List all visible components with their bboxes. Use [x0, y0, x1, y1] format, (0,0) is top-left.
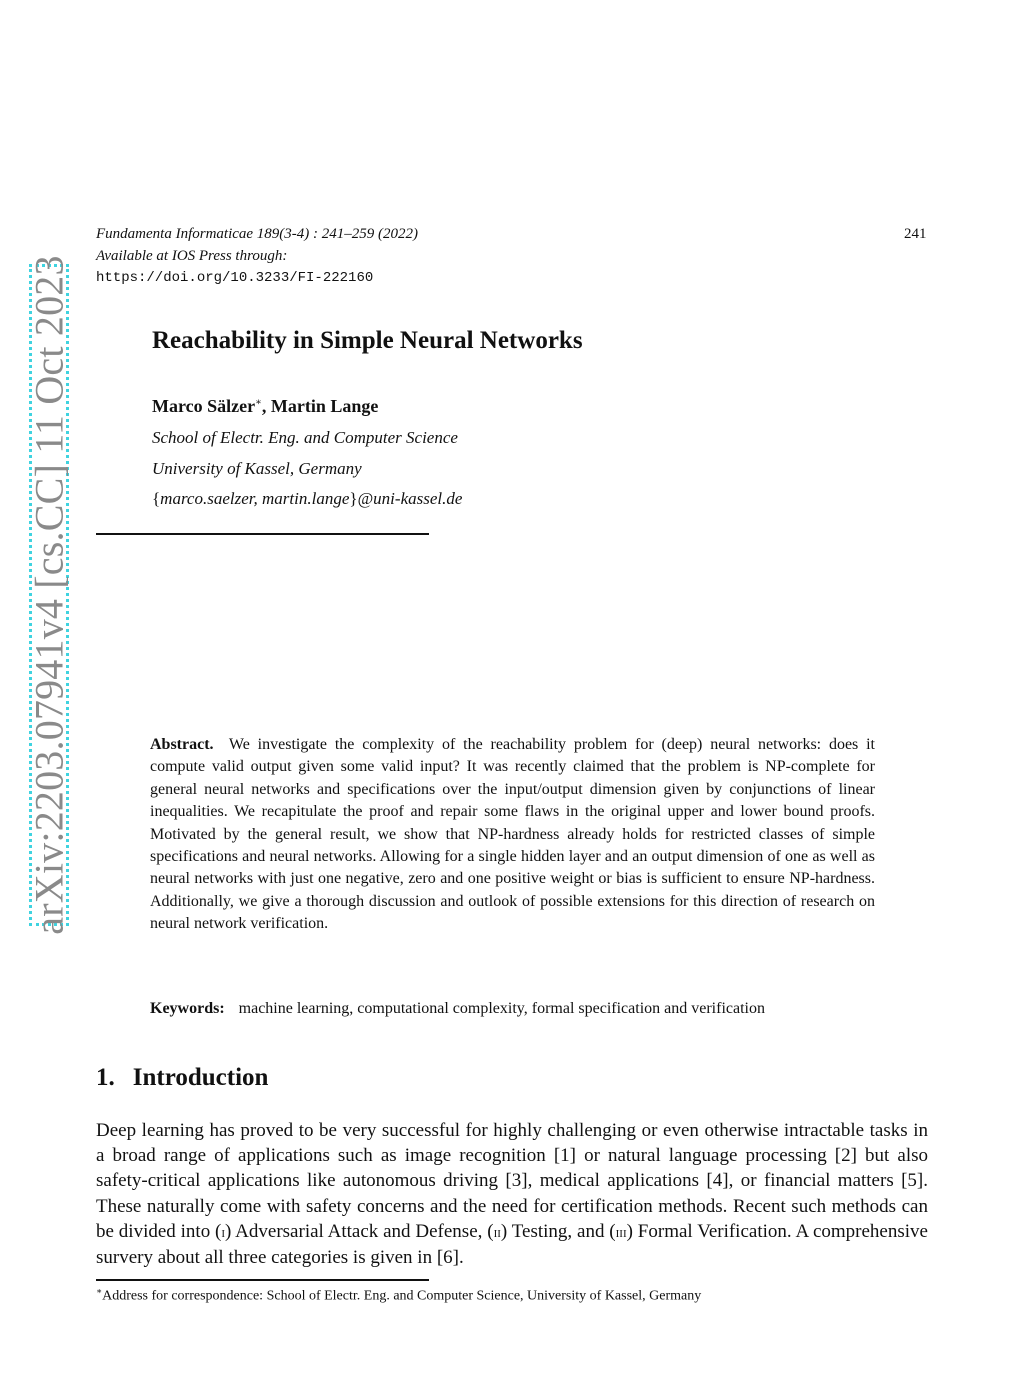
keywords-label: Keywords: [150, 1000, 225, 1017]
availability-note: Available at IOS Press through: [96, 248, 288, 264]
abstract [150, 734, 875, 936]
arxiv-stamp [26, 255, 72, 935]
footnote-marker: ∗ [255, 397, 262, 408]
section-number: 1. [96, 1064, 115, 1091]
intro-roman-1: i [221, 1223, 226, 1241]
keywords-text: machine learning, computational complexity, formal specification and verification [238, 1000, 765, 1017]
footnote-mark: ∗ [96, 1286, 103, 1296]
page-number: 241 [904, 226, 927, 242]
affiliation-school: School of Electr. Eng. and Computer Science [152, 428, 458, 447]
author-emails [152, 489, 462, 509]
intro-text-3: ) Testing, and ( [500, 1220, 616, 1242]
footnote [96, 1286, 701, 1305]
abstract-label: Abstract. [150, 736, 214, 753]
journal-citation: Fundamenta Informaticae 189(3-4) : 241–259 (2022) [96, 226, 419, 242]
intro-roman-2: ii [493, 1223, 501, 1241]
keywords [150, 1000, 765, 1018]
intro-paragraph [96, 1118, 928, 1270]
paper-title: Reachability in Simple Neural Networks [152, 327, 583, 354]
footnote-text: Address for correspondence: School of Electr. Eng. and Computer Science, University of Kassel, Germany [102, 1288, 702, 1304]
email-names: marco.saelzer, martin.lange [160, 489, 350, 508]
arxiv-identifier: arXiv:2203.07941v4 [cs.CC] 11 Oct 2023 [26, 255, 72, 935]
email-brace-close: } [349, 489, 358, 508]
author-first: Marco Sälzer [152, 396, 256, 416]
intro-text-1: Deep learning has proved to be very successful for highly challenging or even otherwise intractable tasks in a broad range of applications such as image recognition [1] or natural language processing [2] but also safety-critical applications like autonomous driving [3], medical applications [4], or financial matters [5]. These naturally come with safety concerns and the need for certification methods. Recent such methods can be divided into ( [96, 1120, 928, 1242]
title-divider [96, 533, 429, 535]
doi-link[interactable]: https://doi.org/10.3233/FI-222160 [96, 270, 374, 286]
abstract-text: We investigate the complexity of the reachability problem for (deep) neural networks: does it compute valid output given some valid input? It was recently claimed that the problem is NP-complete for general neural networks and specifications over the input/output dimension given by conjunctions of linear inequalities. We recapitulate the proof and repair some flaws in the original upper and lower bound proofs. Motivated by the general result, we show that NP-hardness already holds for restricted classes of simple specifications and neural networks. Allowing for a single hidden layer and an output dimension of one as well as neural networks with just one negative, zero and one positive weight or bias is sufficient to ensure NP-hardness. Additionally, we give a thorough discussion and outlook of possible extensions for this direction of research on neural network verification. [150, 736, 875, 933]
email-brace-open: { [152, 489, 161, 508]
author-list [152, 396, 378, 417]
email-domain: @uni-kassel.de [357, 489, 463, 508]
section-heading [96, 1064, 268, 1092]
intro-roman-3: iii [615, 1223, 627, 1241]
footnote-divider [96, 1279, 429, 1281]
section-title: Introduction [132, 1064, 269, 1091]
author-rest: , Martin Lange [261, 396, 379, 416]
intro-text-2: ) Adversarial Attack and Defense, ( [225, 1220, 494, 1242]
intro-text-4: ) Formal Verification. A comprehensive survery about all three categories is given in [6]. [96, 1220, 928, 1269]
affiliation-university: University of Kassel, Germany [152, 459, 362, 478]
